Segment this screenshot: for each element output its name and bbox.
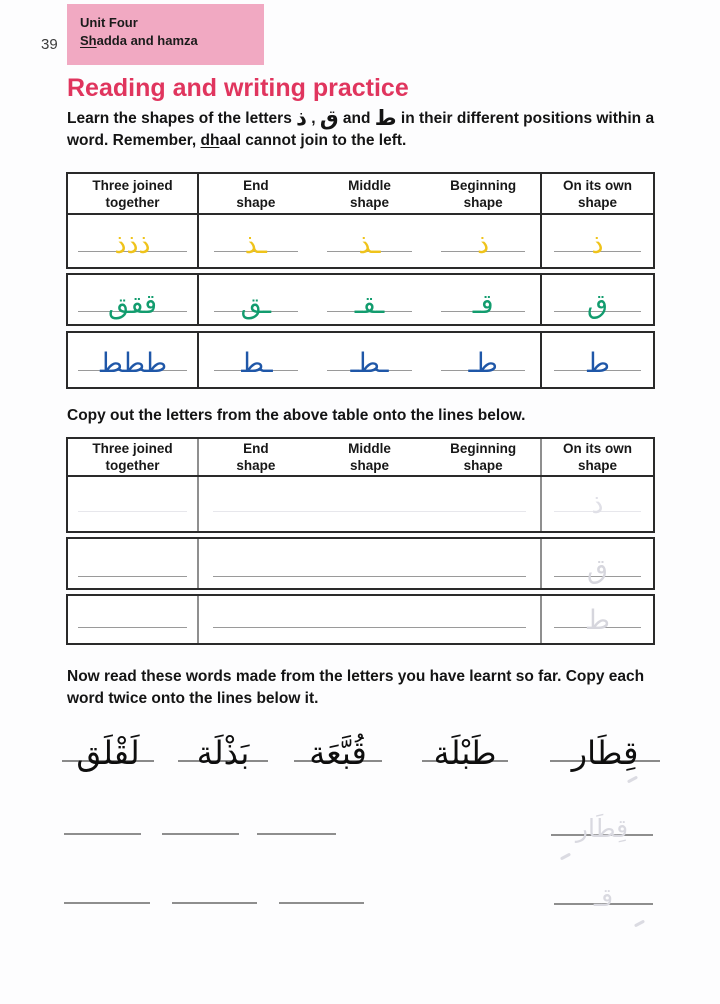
trace-letter-taa: ط [585,605,610,636]
header-end-shape: End shape [236,177,276,210]
header-middle-shape: Middle shape [348,177,391,210]
taa-beginning-cell [426,333,540,387]
header-beginning-shape: Beginning shape [450,177,517,210]
header-own-shape: On its own shape [540,174,653,213]
intro-separator: , [306,110,320,127]
unit-topic-rest: adda and hamza [96,33,198,48]
letter-row-dhaal [68,215,653,267]
taa-own: ط [585,348,610,379]
unit-badge [67,4,264,65]
dhaal-middle: ـذ [358,229,381,260]
practice-line-trace-qaaf: قـ [554,866,653,905]
word-qitar: قِطَار [550,702,660,762]
qaaf-joined: ققق [107,289,158,320]
arabic-letter-dhaal: ذ [296,106,307,130]
word-qubbaa: قُبَّعَة [294,702,382,762]
practice-row-taa [66,594,655,645]
intro-and: and [338,110,375,127]
taa-beginning: طـ [468,348,498,379]
practice-line [64,902,150,904]
copy-instruction: Copy out the letters from the above table onto the lines below. [67,407,526,424]
dhaal-beginning-cell [426,215,540,267]
taa-middle-cell [313,333,427,387]
letters-table-header [68,174,653,215]
dhaal-end-cell [199,215,313,267]
header-middle-shape: Middle shape [348,441,391,473]
faint-vowel-mark [560,853,571,861]
qaaf-middle-cell [313,275,427,324]
trace-letter-qaaf: ق [587,554,608,585]
dhaal-middle-cell [313,215,427,267]
qaaf-beginning-cell [426,275,540,324]
practice-line [64,833,141,835]
arabic-letter-taa: ط [374,106,397,130]
word-laqlaq: لَقْلَق [62,702,154,762]
taa-own-cell [540,333,653,387]
intro-dh-underlined: dh [200,132,220,149]
qaaf-end-cell [199,275,313,324]
dhaal-joined-cell [68,215,199,267]
taa-end: ـط [239,348,273,379]
writing-line [213,511,527,512]
dhaal-own-cell [540,215,653,267]
header-beginning-shape: Beginning shape [450,441,517,473]
practice-line [257,833,336,835]
intro-part-1: Learn the shapes of the letters [67,110,297,127]
unit-topic [80,32,264,50]
taa-middle: ـطـ [350,348,389,379]
intro-part-2: in their different positions within a word. Remember, [67,110,655,149]
word-tabla: طَبْلَة [422,702,508,762]
practice-line [162,833,239,835]
header-own-shape: On its own shape [540,439,653,475]
letter-row-taa [66,331,655,389]
unit-topic-underlined: Sh [80,33,97,48]
practice-line [279,902,364,904]
practice-line-trace-qitar: قِطَار [551,797,653,836]
intro-text [67,108,667,152]
writing-line [213,576,527,577]
writing-line [78,627,186,628]
trace-letter-dhaal: ذ [591,489,604,520]
qaaf-end: ـق [240,289,272,320]
writing-line [78,511,186,512]
qaaf-joined-cell [68,275,199,324]
qaaf-middle: ـقـ [354,289,385,320]
practice-table-header [68,439,653,477]
words-instruction: Now read these words made from the letters you have learnt so far. Copy each word twice onto the lines below it. [67,668,645,707]
letters-table-examples [66,172,655,269]
header-three-joined: Three joined together [68,174,199,213]
dhaal-end: ـذ [244,229,267,260]
dhaal-own: ذ [591,229,604,260]
qaaf-own-cell [540,275,653,324]
writing-line [213,627,527,628]
taa-end-cell [199,333,313,387]
taa-joined-cell [68,333,199,387]
header-three-joined: Three joined together [68,439,199,475]
dhaal-joined: ذذذ [114,229,151,260]
page-number: 39 [41,36,58,53]
practice-table [66,437,655,533]
header-end-shape: End shape [236,441,276,473]
practice-row-qaaf [66,537,655,590]
qaaf-beginning: قـ [472,289,494,320]
unit-name: Unit Four [80,15,138,30]
page-title: Reading and writing practice [67,74,409,102]
faint-vowel-mark [627,776,638,784]
qaaf-own: ق [587,289,608,320]
word-badhla: بَذْلَة [178,702,268,762]
writing-line [78,576,186,577]
faint-vowel-mark [634,920,645,928]
taa-joined: ططط [97,348,168,379]
arabic-letter-qaaf: ق [319,106,339,130]
letter-row-qaaf [66,273,655,326]
practice-line [172,902,257,904]
dhaal-beginning: ذ [477,229,490,260]
practice-row-dhaal [68,477,653,531]
intro-part-3: aal cannot join to the left. [219,132,407,149]
